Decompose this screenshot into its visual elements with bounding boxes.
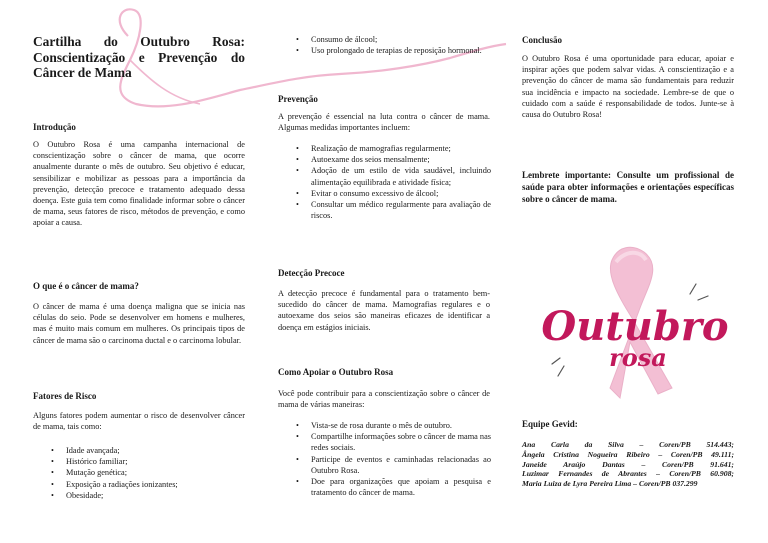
intro-heading: Introdução [33, 122, 76, 132]
prevention-heading: Prevenção [278, 94, 318, 104]
team-member: Ângela Cristina Nogueira Ribeiro – Coren/PB 49.111; [522, 449, 734, 459]
list-item: • Obesidade; [51, 490, 104, 500]
support-list [296, 420, 491, 498]
team-heading: Equipe Gevid: [522, 419, 578, 429]
support-text: Você pode contribuir para a conscientização sobre o câncer de mama de várias maneiras: [278, 389, 490, 410]
list-item: • Participe de eventos e caminhadas relacionadas ao Outubro Rosa. [296, 454, 491, 475]
list-item: • Doe para organizações que apoiam a pesquisa e tratamento do câncer de mama. [296, 477, 491, 498]
list-item: • Adoção de um estilo de vida saudável, incluindo alimentação equilibrada e atividade física; [296, 166, 491, 187]
intro-text: O Outubro Rosa é uma campanha internacional de conscientização sobre o câncer de mama, que ocorre anualmente durante o mês de outubro. Seu objetivo é educar, sensibilizar e mobilizar as pessoas para a importância da prevenção, detecção precoce e tratamento adequado dessa doença. Este guia tem como finalidade informar sobre o câncer de mama, seus fatores de risco, métodos de prevenção, e como apoiar a causa. [33, 140, 245, 228]
list-item: • Exposição a radiações ionizantes; [51, 479, 178, 489]
conclusion-heading: Conclusão [522, 35, 563, 45]
list-item: • Autoexame dos seios mensalmente; [296, 155, 430, 165]
list-item: • Consultar um médico regularmente para avaliação de riscos. [296, 200, 491, 221]
risk-heading: Fatores de Risco [33, 391, 97, 401]
what-heading: O que é o câncer de mama? [33, 281, 139, 291]
team-list [522, 440, 734, 489]
outubro-rosa-logo [540, 238, 730, 408]
team-member: Ana Carla da Silva – Coren/PB 514.443; [522, 440, 734, 449]
risk-list-continued [296, 34, 491, 56]
list-item: • Realização de mamografias regularmente; [296, 144, 451, 153]
list-item: • Idade avançada; [51, 446, 120, 455]
list-item: • Vista-se de rosa durante o mês de outubro. [296, 421, 452, 430]
list-item: • Uso prolongado de terapias de reposição hormonal. [296, 46, 482, 56]
support-heading: Como Apoiar o Outubro Rosa [278, 367, 394, 377]
page-title: Cartilha do Outubro Rosa: Conscientização e Prevenção do Câncer de Mama [33, 34, 245, 80]
list-item: • Histórico familiar; [51, 457, 128, 467]
prevention-list [296, 143, 491, 221]
list-item: • Compartilhe informações sobre o câncer de mama nas redes sociais. [296, 432, 491, 453]
detection-text: A detecção precoce é fundamental para o tratamento bem-sucedido do câncer de mama. Mamografias regulares e o autoexame dos seios são maneiras eficazes de identificar a doença em estágios iniciais. [278, 289, 490, 332]
important-note: Lembrete importante: Consulte um profissional de saúde para obter informações e orientações específicas sobre o câncer de mama. [522, 170, 734, 204]
logo-word-rosa: rosa [609, 343, 667, 372]
list-item: • Mutação genética; [51, 468, 128, 478]
prevention-text: A prevenção é essencial na luta contra o câncer de mama. Algumas medidas importantes incluem: [278, 112, 490, 133]
team-member: Maria Luiza de Lyra Pereira Lima – Coren/PB 037.299 [522, 479, 698, 489]
what-text: O câncer de mama é uma doença maligna que se inicia nas células do seio. Pode se desenvolver em homens e mulheres, mas é muito mais comum em mulheres. Os principais tipos de câncer de mama são o carcinoma ductal e o carcinoma lobular. [33, 302, 245, 345]
list-item: • Consumo de álcool; [296, 35, 378, 44]
detection-heading: Detecção Precoce [278, 268, 345, 278]
team-member: Janeide Araújo Dantas – Coren/PB 91.641; [522, 459, 734, 469]
conclusion-text: O Outubro Rosa é uma oportunidade para educar, apoiar e inspirar ações que podem salvar vidas. A conscientização e a prevenção do câncer de mama são fundamentais para reduzir sua incidência e impacto na sociedade. Lembre-se de que o cuidado com a saúde é responsabilidade de todos. Junte-se à causa do Outubro Rosa! [522, 54, 734, 120]
risk-list [51, 445, 246, 501]
team-member: Luzimar Fernandes de Abrantes – Coren/PB 60.908; [522, 469, 734, 479]
logo-word-outubro: Outubro [541, 303, 729, 350]
list-item: • Evitar o consumo excessivo de álcool; [296, 188, 439, 198]
risk-text: Alguns fatores podem aumentar o risco de desenvolver câncer de mama, tais como: [33, 411, 245, 432]
